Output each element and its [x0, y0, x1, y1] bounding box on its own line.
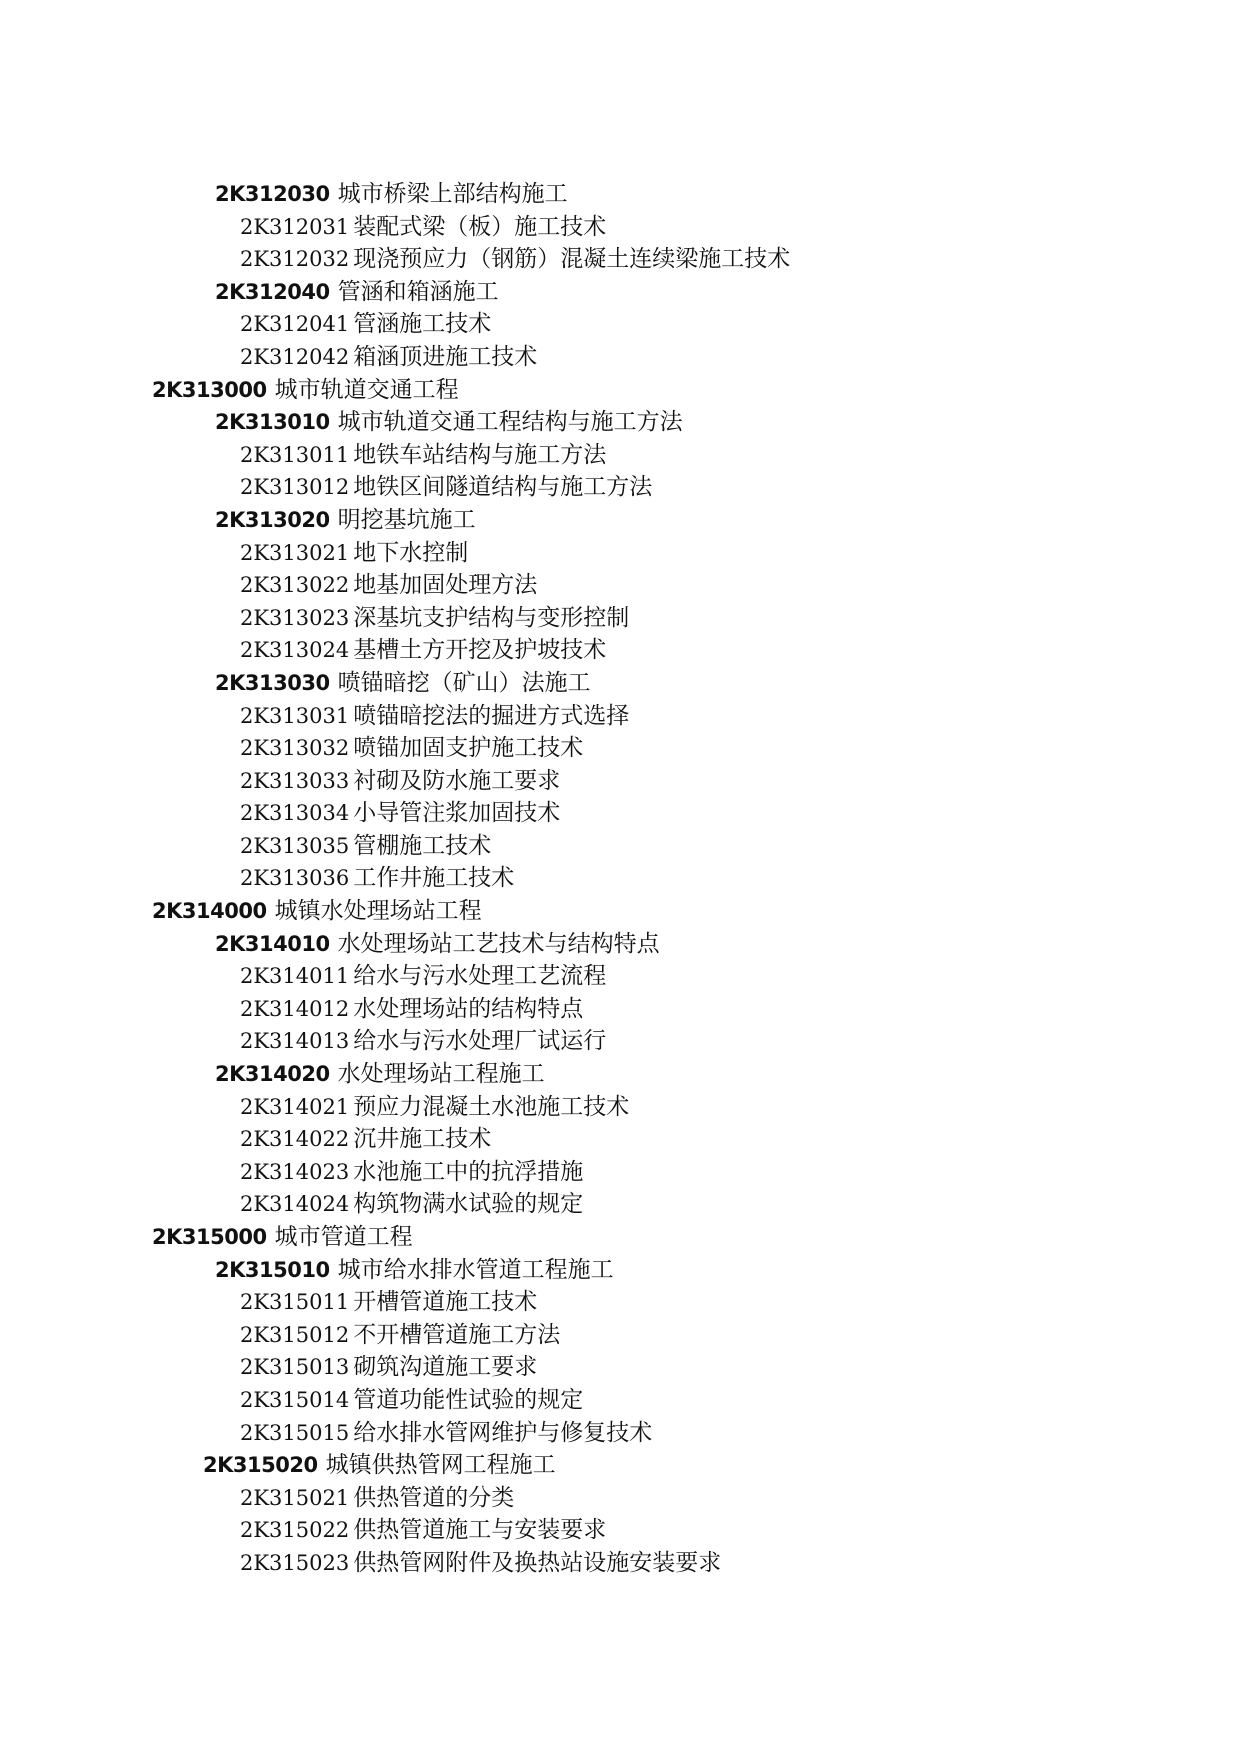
toc-title: 城镇水处理场站工程	[274, 898, 482, 925]
toc-code: 2K313020	[215, 507, 330, 532]
toc-subsection	[0, 1188, 1240, 1221]
toc-subsection	[0, 1123, 1240, 1156]
toc-title: 深基坑支护结构与变形控制	[353, 604, 630, 631]
toc-subsection	[0, 471, 1240, 504]
toc-title: 管涵和箱涵施工	[337, 278, 499, 305]
toc-code: 2K315012	[240, 1322, 350, 1347]
toc-code: 2K314023	[240, 1159, 350, 1184]
toc-title: 城镇供热管网工程施工	[325, 1452, 556, 1479]
toc-code: 2K315000	[152, 1225, 267, 1249]
toc-title: 水处理场站工程施工	[337, 1061, 545, 1088]
toc-subsection	[0, 700, 1240, 733]
toc-section	[0, 406, 1240, 439]
toc-subsection	[0, 569, 1240, 602]
toc-subsection	[0, 1025, 1240, 1058]
toc-code: 2K314011	[240, 964, 350, 989]
toc-title: 城市轨道交通工程结构与施工方法	[337, 409, 683, 436]
toc-code: 2K314024	[240, 1192, 350, 1217]
toc-code: 2K313011	[240, 442, 350, 467]
toc-title: 给水排水管网维护与修复技术	[353, 1419, 653, 1446]
toc-subsection	[0, 1091, 1240, 1124]
toc-code: 2K314013	[240, 1029, 350, 1054]
toc-subsection	[0, 960, 1240, 993]
toc-code: 2K313022	[240, 573, 350, 598]
toc-code: 2K312042	[240, 344, 350, 369]
toc-code: 2K313033	[240, 768, 350, 793]
toc-title: 预应力混凝土水池施工技术	[353, 1093, 630, 1120]
toc-subsection	[0, 1417, 1240, 1450]
toc-title: 地下水控制	[353, 539, 469, 566]
toc-subsection	[0, 1319, 1240, 1352]
toc-title: 水处理场站工艺技术与结构特点	[337, 930, 660, 957]
toc-code: 2K313030	[215, 670, 330, 695]
toc-title: 管涵施工技术	[353, 311, 492, 338]
toc-subsection	[0, 862, 1240, 895]
toc-title: 基槽土方开挖及护坡技术	[353, 637, 607, 664]
toc-code: 2K312032	[240, 247, 350, 272]
toc-subsection	[0, 1547, 1240, 1580]
toc-code: 2K313031	[240, 703, 350, 728]
toc-title: 水处理场站的结构特点	[353, 995, 584, 1022]
toc-code: 2K315010	[215, 1257, 330, 1282]
toc-title: 喷锚暗挖法的掘进方式选择	[353, 702, 630, 729]
toc-code: 2K314020	[215, 1062, 330, 1087]
toc-title: 砌筑沟道施工要求	[353, 1354, 538, 1381]
toc-title: 装配式梁（板）施工技术	[353, 213, 607, 240]
toc-title: 不开槽管道施工方法	[353, 1321, 561, 1348]
toc-subsection	[0, 1482, 1240, 1515]
toc-subsection	[0, 732, 1240, 765]
toc-section	[0, 1058, 1240, 1091]
toc-section	[0, 178, 1240, 211]
toc-subsection	[0, 1351, 1240, 1384]
toc-subsection	[0, 308, 1240, 341]
toc-code: 2K312040	[215, 279, 330, 304]
toc-subsection	[0, 765, 1240, 798]
toc-code: 2K313023	[240, 605, 350, 630]
toc-code: 2K314000	[152, 899, 267, 924]
toc-title: 喷锚暗挖（矿山）法施工	[337, 669, 591, 696]
toc-subsection	[0, 797, 1240, 830]
toc-code: 2K313035	[240, 833, 350, 858]
toc-code: 2K315023	[240, 1550, 350, 1575]
toc-title: 供热管道施工与安装要求	[353, 1517, 607, 1544]
toc-code: 2K315014	[240, 1387, 350, 1412]
toc-title: 给水与污水处理工艺流程	[353, 963, 607, 990]
toc-code: 2K315013	[240, 1355, 350, 1380]
toc-subsection	[0, 602, 1240, 635]
toc-title: 地基加固处理方法	[353, 572, 538, 599]
toc-title: 喷锚加固支护施工技术	[353, 735, 584, 762]
toc-code: 2K313000	[152, 377, 267, 402]
toc-code: 2K312031	[240, 214, 350, 239]
toc-code: 2K314012	[240, 996, 350, 1021]
toc-chapter	[0, 374, 1240, 407]
toc-chapter	[0, 895, 1240, 928]
toc-title: 现浇预应力（钢筋）混凝土连续梁施工技术	[353, 246, 791, 273]
toc-code: 2K315021	[240, 1485, 350, 1510]
toc-title: 水池施工中的抗浮措施	[353, 1158, 584, 1185]
toc-section	[0, 667, 1240, 700]
toc-section	[0, 504, 1240, 537]
toc-code: 2K314010	[215, 931, 330, 956]
toc-subsection	[0, 1384, 1240, 1417]
toc-code: 2K313012	[240, 475, 350, 500]
toc-subsection	[0, 1514, 1240, 1547]
toc-code: 2K314022	[240, 1127, 350, 1152]
toc-title: 城市轨道交通工程	[274, 376, 459, 403]
toc-code: 2K315015	[240, 1420, 350, 1445]
toc-subsection	[0, 439, 1240, 472]
toc-title: 城市管道工程	[274, 1224, 413, 1250]
toc-code: 2K313021	[240, 540, 350, 565]
toc-code: 2K315020	[203, 1453, 318, 1478]
toc-code: 2K314021	[240, 1094, 350, 1119]
toc-subsection	[0, 830, 1240, 863]
toc-code: 2K313034	[240, 801, 350, 826]
toc-title: 衬砌及防水施工要求	[353, 767, 561, 794]
toc-title: 工作井施工技术	[353, 865, 515, 892]
toc-subsection	[0, 211, 1240, 244]
toc-title: 明挖基坑施工	[337, 506, 476, 533]
toc-code: 2K312030	[215, 182, 330, 206]
toc-subsection	[0, 1286, 1240, 1319]
toc-subsection	[0, 1156, 1240, 1189]
toc-title: 给水与污水处理厂试运行	[353, 1028, 607, 1055]
toc-code: 2K313036	[240, 866, 350, 891]
toc-section	[0, 1254, 1240, 1287]
table-of-contents	[0, 178, 1240, 1580]
toc-section	[0, 1449, 1240, 1482]
toc-chapter	[0, 1221, 1240, 1254]
toc-title: 地铁车站结构与施工方法	[353, 441, 607, 468]
toc-title: 城市给水排水管道工程施工	[337, 1256, 614, 1283]
toc-code: 2K315022	[240, 1518, 350, 1543]
toc-code: 2K312041	[240, 312, 350, 337]
toc-title: 管棚施工技术	[353, 832, 492, 859]
toc-section	[0, 928, 1240, 961]
toc-subsection	[0, 537, 1240, 570]
toc-subsection	[0, 243, 1240, 276]
toc-title: 管道功能性试验的规定	[353, 1386, 584, 1413]
toc-title: 城市桥梁上部结构施工	[337, 181, 568, 207]
toc-code: 2K313024	[240, 638, 350, 663]
toc-title: 供热管道的分类	[353, 1484, 515, 1511]
toc-code: 2K313032	[240, 736, 350, 761]
toc-title: 箱涵顶进施工技术	[353, 343, 538, 370]
toc-title: 地铁区间隧道结构与施工方法	[353, 474, 653, 501]
toc-subsection	[0, 993, 1240, 1026]
toc-code: 2K315011	[240, 1290, 350, 1315]
toc-title: 小导管注浆加固技术	[353, 800, 561, 827]
toc-title: 开槽管道施工技术	[353, 1289, 538, 1316]
toc-section	[0, 276, 1240, 309]
toc-subsection	[0, 634, 1240, 667]
toc-code: 2K313010	[215, 410, 330, 435]
toc-title: 沉井施工技术	[353, 1126, 492, 1153]
toc-subsection	[0, 341, 1240, 374]
toc-title: 构筑物满水试验的规定	[353, 1191, 584, 1218]
toc-title: 供热管网附件及换热站设施安装要求	[353, 1549, 722, 1576]
